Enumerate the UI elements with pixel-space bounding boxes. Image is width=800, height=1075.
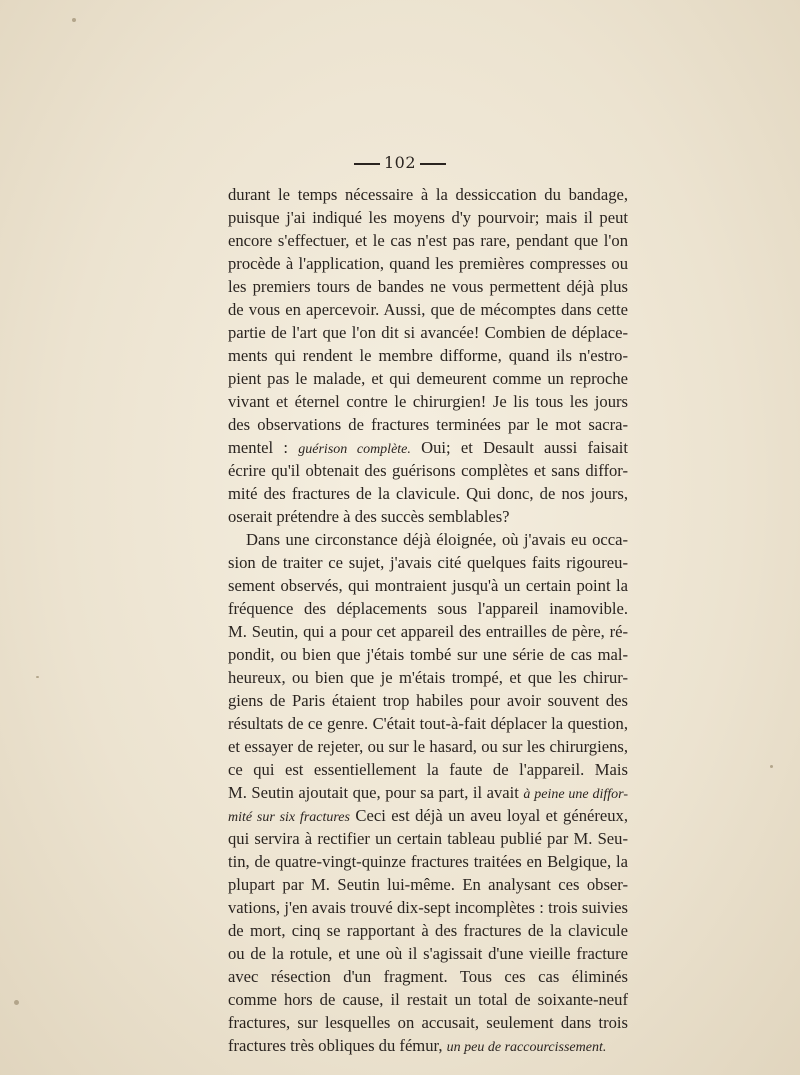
text-line-content: durant le temps nécessaire à la dessiccation du bandage, xyxy=(228,185,628,204)
text-line xyxy=(228,827,628,850)
text-line-content: des observations de fractures terminées par le mot sacra- xyxy=(228,415,628,434)
text-line-content: M. Seutin, qui a pour cet appareil des entrailles de père, ré- xyxy=(228,622,628,641)
text-line xyxy=(228,275,628,298)
text-line-content: de vous en apercevoir. Aussi, que de mécomptes dans cette xyxy=(228,300,628,319)
text-line xyxy=(228,1011,628,1034)
italic-phrase: mité sur six fractures xyxy=(228,810,350,825)
text-line xyxy=(228,344,628,367)
text-line xyxy=(228,988,628,1011)
text-line-content: plupart par M. Seutin lui-même. En analysant ces obser- xyxy=(228,875,628,894)
paper-speck xyxy=(36,676,39,678)
text-line xyxy=(228,390,628,413)
text-line-content: giens de Paris étaient trop habiles pour avoir souvent des xyxy=(228,691,628,710)
text-line xyxy=(228,413,628,436)
text-line-content: qui servira à rectifier un certain tableau publié par M. Seu- xyxy=(228,829,628,848)
text-line xyxy=(228,735,628,758)
paper-speck xyxy=(72,18,76,22)
text-line-content: heureux, ou bien que je m'étais trompé, et que les chirur- xyxy=(228,668,628,687)
text-line-content: et essayer de rejeter, ou sur le hasard, ou sur les chirurgiens, xyxy=(228,737,628,756)
text-line-content: fractures très obliques du fémur, xyxy=(228,1036,447,1055)
text-line xyxy=(228,873,628,896)
text-line-content: pondit, ou bien que j'étais tombé sur une série de cas mal- xyxy=(228,645,628,664)
text-line xyxy=(228,758,628,781)
text-line-content: écrire qu'il obtenait des guérisons complètes et sans diffor- xyxy=(228,461,628,480)
text-line xyxy=(228,689,628,712)
text-line-content: partie de l'art que l'on dit si avancée! Combien de déplace- xyxy=(228,323,628,342)
text-line-content: les premiers tours de bandes ne vous permettent déjà plus xyxy=(228,277,628,296)
italic-phrase: à peine une diffor- xyxy=(523,787,628,802)
text-line-content: ou de la rotule, et une où il s'agissait d'une vieille fracture xyxy=(228,944,628,963)
text-line-content: puisque j'ai indiqué les moyens d'y pourvoir; mais il peut xyxy=(228,208,628,227)
text-line-content: mentel : xyxy=(228,438,299,457)
page-number-header xyxy=(0,153,800,172)
text-line xyxy=(228,183,628,206)
text-line xyxy=(228,804,628,827)
body-text xyxy=(228,183,628,1057)
text-line-content: fréquence des déplacements sous l'appareil inamovible. xyxy=(228,599,628,618)
text-line xyxy=(228,712,628,735)
text-line xyxy=(228,597,628,620)
text-line xyxy=(228,666,628,689)
text-line-content: de mort, cinq se rapportant à des fractures de la clavicule xyxy=(228,921,628,940)
text-line xyxy=(228,229,628,252)
text-line-content: ments qui rendent le membre difforme, quand ils n'estro- xyxy=(228,346,628,365)
text-line xyxy=(228,321,628,344)
text-line xyxy=(228,919,628,942)
header-dash-right xyxy=(420,163,446,165)
text-line-content: fractures, sur lesquelles on accusait, seulement dans trois xyxy=(228,1013,628,1032)
italic-phrase: un peu de raccourcissement. xyxy=(446,1040,607,1055)
text-line-content: comme hors de cause, il restait un total de soixante-neuf xyxy=(228,990,628,1009)
text-line-content: résultats de ce genre. C'était tout-à-fait déplacer la question, xyxy=(228,714,628,733)
text-line-content: encore s'effectuer, et le cas n'est pas rare, pendant que l'on xyxy=(228,231,628,250)
text-line xyxy=(228,551,628,574)
text-line-content: Oui; et Desault aussi faisait xyxy=(410,438,629,457)
text-line-content: vations, j'en avais trouvé dix-sept incomplètes : trois suivies xyxy=(228,898,628,917)
text-line xyxy=(228,942,628,965)
text-line-content: M. Seutin ajoutait que, pour sa part, il avait xyxy=(228,783,524,802)
text-line-content: sement observés, qui montraient jusqu'à un certain point la xyxy=(228,576,628,595)
text-line xyxy=(228,367,628,390)
text-line xyxy=(228,781,628,804)
text-line xyxy=(228,965,628,988)
paper-speck xyxy=(770,765,773,768)
text-line xyxy=(228,574,628,597)
text-line-content: Ceci est déjà un aveu loyal et généreux, xyxy=(349,806,628,825)
text-line xyxy=(228,206,628,229)
text-line xyxy=(228,643,628,666)
italic-phrase: guérison complète. xyxy=(298,442,411,457)
header-dash-left xyxy=(354,163,380,165)
text-line-content: procède à l'application, quand les premières compresses ou xyxy=(228,254,628,273)
text-line-content: avec résection d'un fragment. Tous ces cas éliminés xyxy=(228,967,628,986)
text-line xyxy=(228,896,628,919)
text-line xyxy=(228,298,628,321)
text-line-content: vivant et éternel contre le chirurgien! Je lis tous les jours xyxy=(228,392,628,411)
text-line xyxy=(228,482,628,505)
text-line xyxy=(228,252,628,275)
text-line xyxy=(228,528,628,551)
text-line-content: sion de traiter ce sujet, j'avais cité quelques faits rigoureu- xyxy=(228,553,628,572)
text-line-content: ce qui est essentiellement la faute de l'appareil. Mais xyxy=(228,760,628,779)
text-line-content: pient pas le malade, et qui demeurent comme un reproche xyxy=(228,369,628,388)
page-number: 102 xyxy=(383,153,417,172)
text-line xyxy=(228,505,628,528)
paper-speck xyxy=(14,1000,19,1005)
text-line-content: mité des fractures de la clavicule. Qui donc, de nos jours, xyxy=(228,484,628,503)
text-line xyxy=(228,1034,628,1057)
text-line xyxy=(228,459,628,482)
text-line-content: Dans une circonstance déjà éloignée, où j'avais eu occa- xyxy=(246,530,628,549)
text-line-content: tin, de quatre-vingt-quinze fractures traitées en Belgique, la xyxy=(228,852,628,871)
text-line-content: oserait prétendre à des succès semblables? xyxy=(228,507,510,526)
text-line xyxy=(228,436,628,459)
text-line xyxy=(228,620,628,643)
text-line xyxy=(228,850,628,873)
